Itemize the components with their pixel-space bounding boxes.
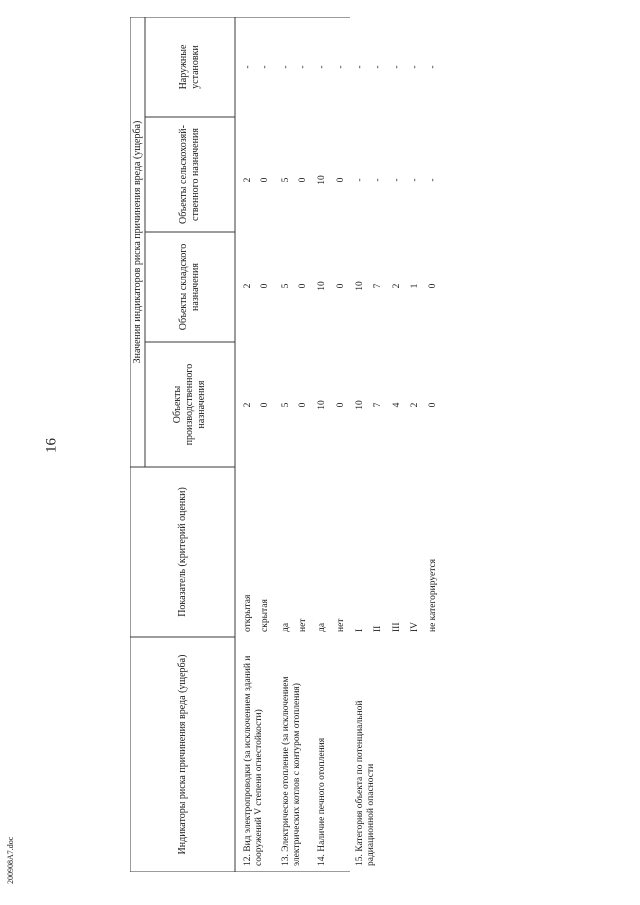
- value-cell: 2: [243, 177, 253, 183]
- value-cell: 5: [281, 177, 291, 183]
- page-number: 16: [43, 438, 60, 453]
- value-cell: 0: [260, 177, 270, 183]
- value-cell: 0: [336, 402, 346, 408]
- value-cell: 2: [392, 283, 402, 289]
- value-cell: 1: [410, 283, 420, 289]
- value-cell: 10: [317, 400, 327, 410]
- value-cell: -: [410, 178, 420, 182]
- criterion-cell: IV: [410, 621, 420, 632]
- criterion-cell: скрытая: [260, 599, 270, 632]
- criterion-cell: I: [355, 628, 365, 632]
- header-warehouse: Объекты складского назначения: [178, 243, 201, 331]
- criterion-cell: не категорируется: [428, 558, 438, 632]
- header-indicators: Индикаторы риска причинения вреда (ущерба): [176, 654, 188, 855]
- rotated-table: [130, 17, 460, 872]
- value-cell: 7: [373, 283, 383, 289]
- indicator-cell: 15. Категория объекта по потенциальной радиационной опасности: [355, 700, 376, 866]
- value-cell: 5: [281, 402, 291, 408]
- value-cell: -: [355, 65, 365, 69]
- value-cell: 0: [260, 283, 270, 289]
- value-cell: 4: [392, 402, 402, 408]
- indicator-cell: 12. Вид электропроводки (за исключением зданий и сооружений V степени огнестойкости): [243, 655, 264, 866]
- value-cell: -: [281, 65, 291, 69]
- value-cell: 5: [281, 283, 291, 289]
- value-cell: 10: [317, 281, 327, 291]
- value-cell: -: [336, 65, 346, 69]
- value-cell: 10: [317, 175, 327, 185]
- criterion-cell: открытая: [243, 594, 253, 632]
- value-cell: -: [428, 65, 438, 69]
- value-cell: 10: [355, 400, 365, 410]
- value-cell: 0: [260, 402, 270, 408]
- value-cell: 0: [298, 177, 308, 183]
- criterion-cell: III: [392, 622, 402, 632]
- value-cell: -: [355, 178, 365, 182]
- criterion-cell: да: [317, 622, 327, 632]
- value-cell: -: [410, 65, 420, 69]
- header-agricultural: Объекты сельскохозяй-ственного назначения: [178, 125, 201, 224]
- value-cell: 7: [373, 402, 383, 408]
- value-cell: -: [243, 65, 253, 69]
- criterion-cell: II: [373, 625, 383, 632]
- value-cell: -: [298, 65, 308, 69]
- criterion-cell: да: [281, 622, 291, 632]
- header-criterion: Показатель (критерий оценки): [176, 487, 188, 617]
- header-production: Объекты производственного назначения: [172, 363, 207, 446]
- value-cell: -: [317, 65, 327, 69]
- value-cell: -: [373, 178, 383, 182]
- value-cell: 2: [243, 402, 253, 408]
- value-cell: -: [373, 65, 383, 69]
- value-cell: 0: [298, 283, 308, 289]
- criterion-cell: нет: [298, 618, 308, 632]
- value-cell: -: [392, 178, 402, 182]
- indicator-cell: 14. Наличие печного отопления: [317, 737, 327, 866]
- value-cell: 0: [336, 283, 346, 289]
- value-cell: -: [392, 65, 402, 69]
- value-cell: -: [428, 178, 438, 182]
- value-cell: 0: [428, 283, 438, 289]
- criterion-cell: нет: [336, 618, 346, 632]
- indicator-cell: 13. Электрическое отопление (за исключением электрических котлов с контуром отопления): [281, 676, 302, 866]
- value-cell: 2: [243, 283, 253, 289]
- value-cell: 10: [355, 281, 365, 291]
- value-cell: 0: [298, 402, 308, 408]
- header-values-group: Значения индикаторов риска причинения вреда (ущерба): [131, 120, 143, 364]
- value-cell: 2: [410, 402, 420, 408]
- header-outdoor: Наружные установки: [178, 44, 201, 90]
- value-cell: 0: [428, 402, 438, 408]
- footer-filename: 200908A7.doc: [6, 836, 15, 884]
- value-cell: -: [260, 65, 270, 69]
- value-cell: 0: [336, 177, 346, 183]
